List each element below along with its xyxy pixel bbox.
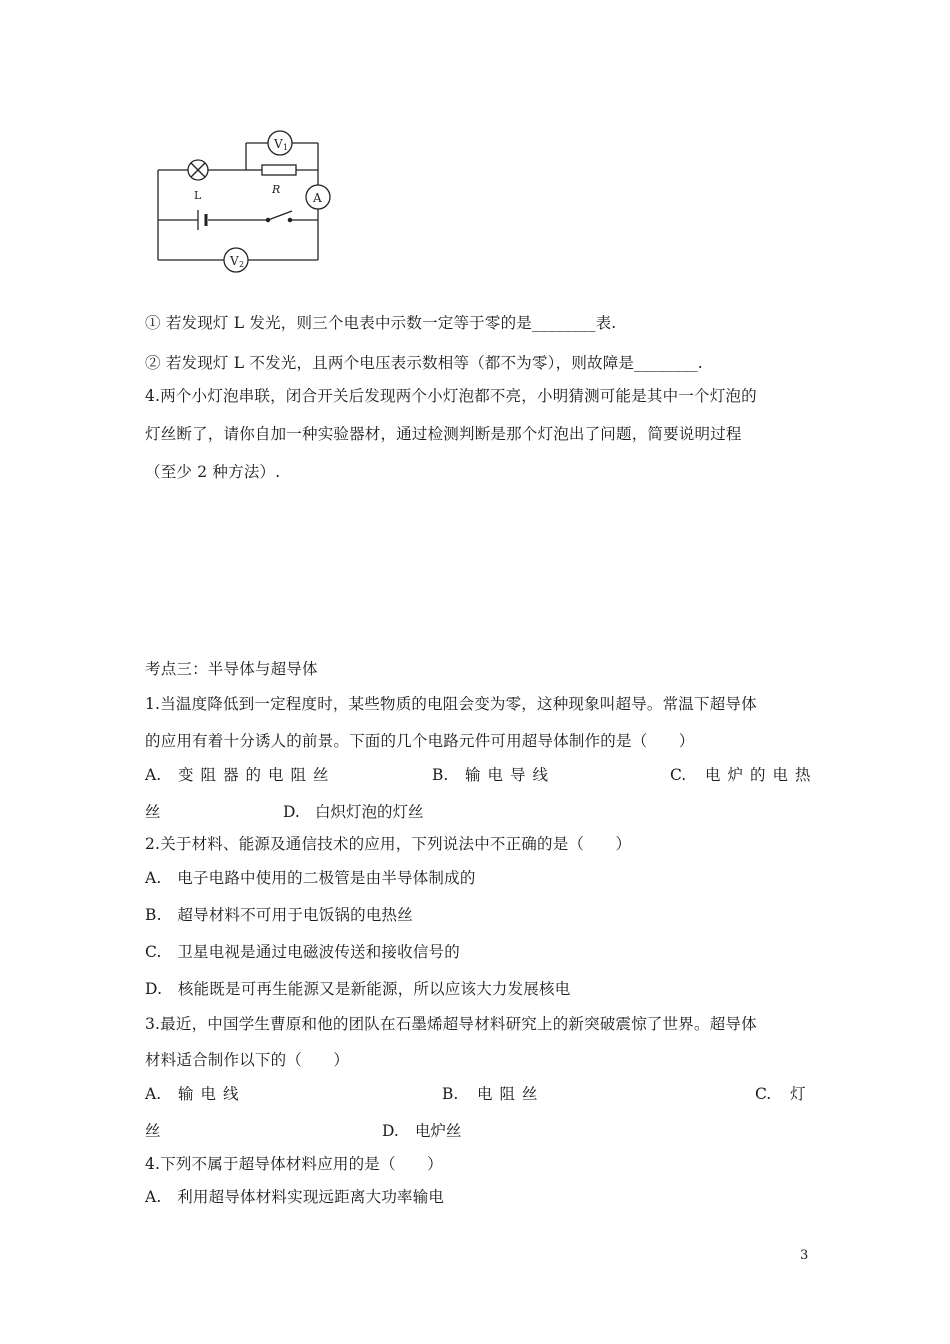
s3-q1-option-c-cont: 丝 [145, 803, 161, 821]
q4-line1: 4.两个小灯泡串联，闭合开关后发现两个小灯泡都不亮，小明猜测可能是其中一个灯泡的 [145, 387, 757, 405]
s3-q2-option-b: B. 超导材料不可用于电饭锅的电热丝 [145, 906, 413, 924]
s3-q3-line2: 材料适合制作以下的（ ） [145, 1051, 350, 1069]
s3-q1-option-b: 输电导线 [465, 766, 556, 784]
s3-q3-option-a: 输电线 [178, 1085, 246, 1103]
ammeter-a [306, 185, 330, 209]
page-number: 3 [800, 1248, 809, 1263]
s3-q1-option-b-letter: B. [432, 766, 449, 784]
s3-q3-option-d: 电炉丝 [415, 1122, 462, 1140]
s3-q3-option-c-cont: 丝 [145, 1122, 161, 1140]
s3-q1-option-c-letter: C. [670, 766, 687, 784]
s3-q3-option-a-letter: A. [145, 1085, 162, 1103]
s3-q2-stem: 2.关于材料、能源及通信技术的应用，下列说法中不正确的是（ ） [145, 835, 632, 853]
s3-q1-option-c: 电炉的电热 [705, 766, 818, 784]
s3-q3-option-b-letter: B. [442, 1085, 459, 1103]
s3-q1-option-a-letter: A. [145, 766, 162, 784]
svg-text:A: A [313, 191, 322, 205]
s3-q1-line2: 的应用有着十分诱人的前景。下面的几个电路元件可用超导体制作的是（ ） [145, 732, 695, 750]
section-title: 考点三：半导体与超导体 [145, 660, 318, 678]
svg-text:V: V [230, 254, 239, 268]
svg-text:2: 2 [239, 260, 245, 269]
q3-sub2: ② 若发现灯 L 不发光，且两个电压表示数相等（都不为零），则故障是________. [145, 354, 703, 372]
battery-symbol [198, 210, 206, 230]
lamp-label: L [194, 189, 202, 202]
resistor-symbol [262, 165, 296, 175]
s3-q1-option-d-letter: D. [283, 803, 300, 821]
circuit-diagram [150, 128, 340, 278]
s3-q4-option-a: A. 利用超导体材料实现远距离大功率输电 [145, 1188, 445, 1206]
svg-text:V: V [274, 137, 283, 151]
s3-q1-line1: 1.当温度降低到一定程度时，某些物质的电阻会变为零，这种现象叫超导。常温下超导体 [145, 695, 757, 713]
s3-q4-stem: 4.下列不属于超导体材料应用的是（ ） [145, 1155, 443, 1173]
s3-q1-option-a: 变阻器的电阻丝 [178, 766, 336, 784]
s3-q3-line1: 3.最近，中国学生曹原和他的团队在石墨烯超导材料研究上的新突破震惊了世界。超导体 [145, 1015, 757, 1033]
q4-line2: 灯丝断了，请你自加一种实验器材，通过检测判断是那个灯泡出了问题，简要说明过程 [145, 425, 742, 443]
s3-q2-option-c: C. 卫星电视是通过电磁波传送和接收信号的 [145, 943, 460, 961]
voltmeter-v2 [224, 248, 248, 272]
s3-q2-option-d: D. 核能既是可再生能源又是新能源，所以应该大力发展核电 [145, 980, 571, 998]
q4-line3: （至少 2 种方法）. [145, 463, 281, 481]
s3-q3-option-c: 灯 [790, 1085, 806, 1103]
s3-q3-option-d-letter: D. [382, 1122, 399, 1140]
s3-q2-option-a: A. 电子电路中使用的二极管是由半导体制成的 [145, 869, 476, 887]
lamp-symbol [188, 160, 208, 180]
switch-symbol [266, 211, 292, 222]
voltmeter-v1 [268, 131, 292, 155]
resistor-label: R [272, 183, 281, 196]
svg-text:1: 1 [283, 143, 289, 152]
s3-q1-option-d: 白炽灯泡的灯丝 [315, 803, 424, 821]
q3-sub1: ① 若发现灯 L 发光，则三个电表中示数一定等于零的是________表. [145, 314, 617, 332]
s3-q3-option-b: 电阻丝 [477, 1085, 545, 1103]
s3-q3-option-c-letter: C. [755, 1085, 772, 1103]
